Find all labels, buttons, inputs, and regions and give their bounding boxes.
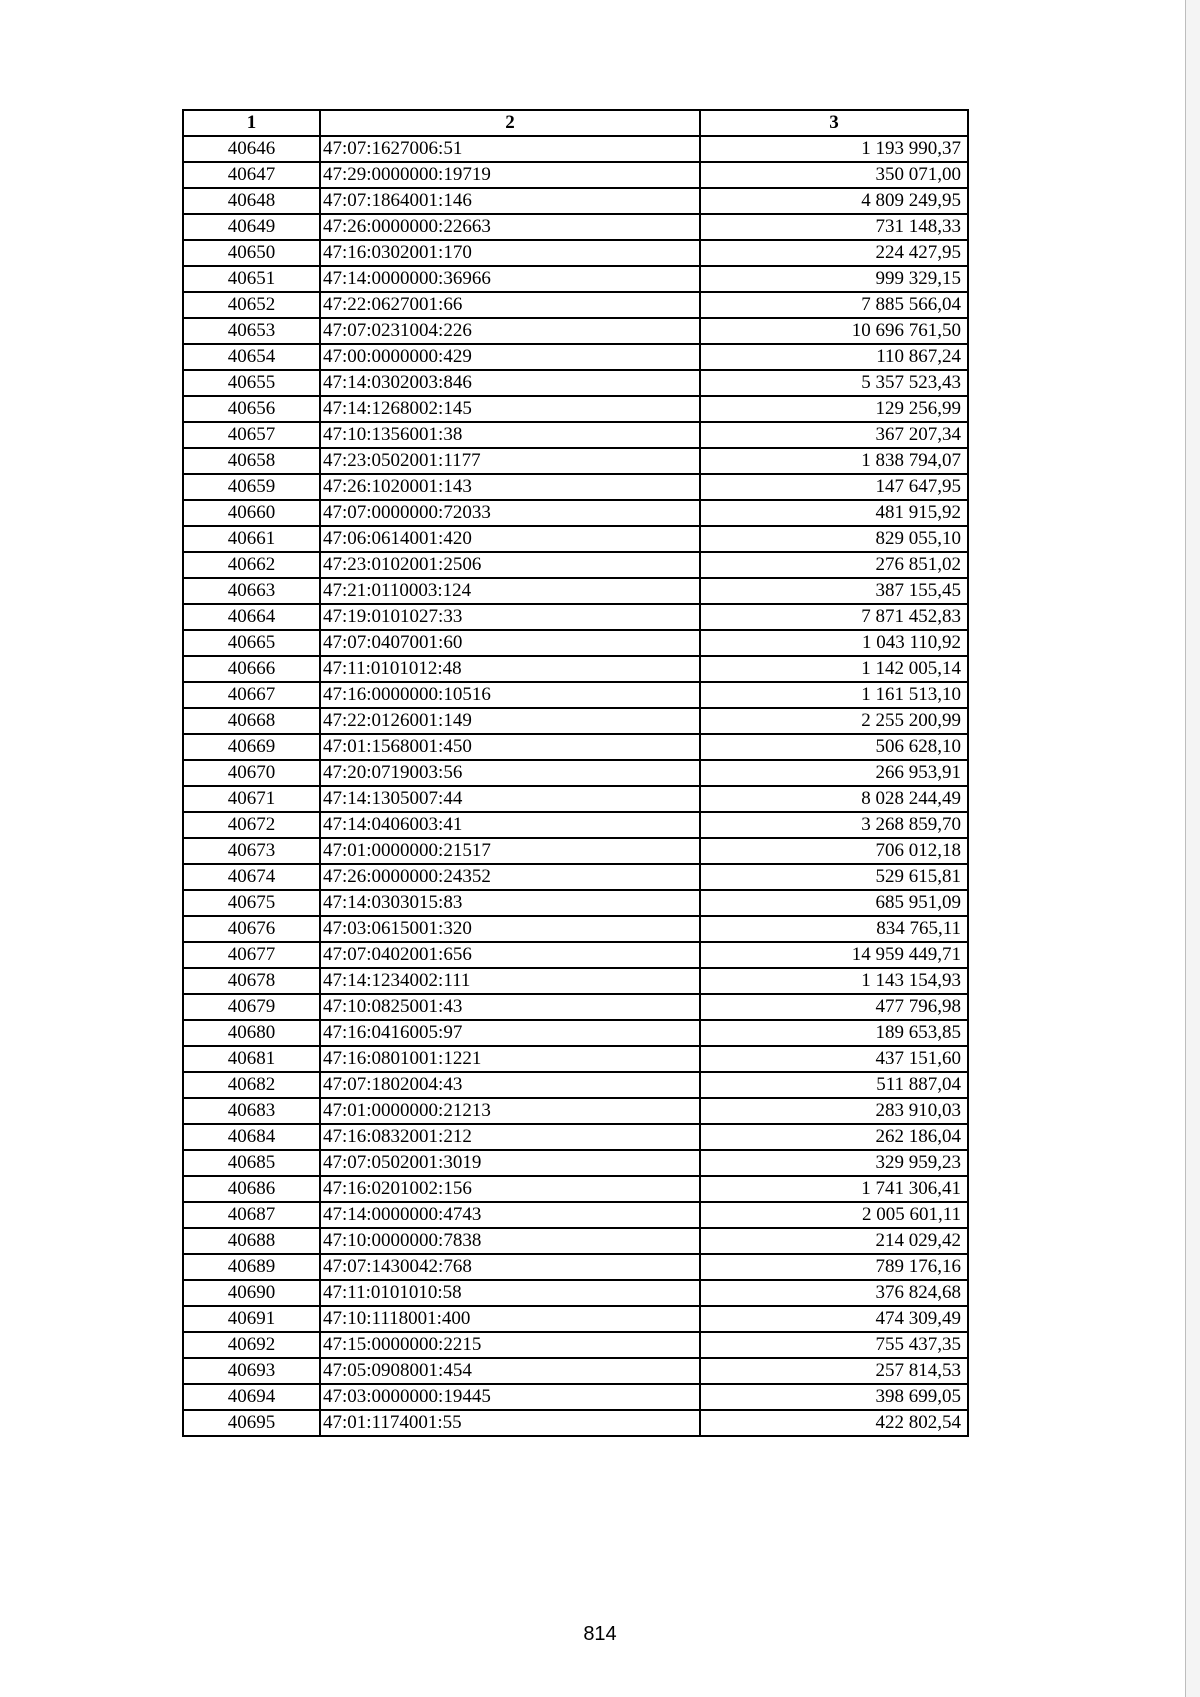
cadastral-number-cell: 47:22:0627001:66	[320, 292, 700, 318]
column-header-1: 1	[183, 110, 320, 136]
row-number-cell: 40646	[183, 136, 320, 162]
cadastral-number-cell: 47:14:0302003:846	[320, 370, 700, 396]
value-cell: 214 029,42	[700, 1228, 968, 1254]
table-row	[183, 1384, 968, 1410]
table-row	[183, 136, 968, 162]
cadastral-number-cell: 47:10:0825001:43	[320, 994, 700, 1020]
cadastral-number-cell: 47:07:1627006:51	[320, 136, 700, 162]
row-number-cell: 40667	[183, 682, 320, 708]
data-table	[182, 109, 969, 1437]
table-row	[183, 552, 968, 578]
value-cell: 1 741 306,41	[700, 1176, 968, 1202]
cadastral-number-cell: 47:26:0000000:22663	[320, 214, 700, 240]
cadastral-number-cell: 47:11:0101010:58	[320, 1280, 700, 1306]
table-row	[183, 1098, 968, 1124]
table-row	[183, 266, 968, 292]
value-cell: 829 055,10	[700, 526, 968, 552]
cadastral-number-cell: 47:07:0402001:656	[320, 942, 700, 968]
row-number-cell: 40683	[183, 1098, 320, 1124]
cadastral-number-cell: 47:07:0231004:226	[320, 318, 700, 344]
cadastral-number-cell: 47:15:0000000:2215	[320, 1332, 700, 1358]
row-number-cell: 40674	[183, 864, 320, 890]
row-number-cell: 40678	[183, 968, 320, 994]
table-row	[183, 942, 968, 968]
cadastral-number-cell: 47:14:0000000:36966	[320, 266, 700, 292]
table-row	[183, 630, 968, 656]
cadastral-number-cell: 47:11:0101012:48	[320, 656, 700, 682]
value-cell: 110 867,24	[700, 344, 968, 370]
table-row	[183, 214, 968, 240]
row-number-cell: 40661	[183, 526, 320, 552]
row-number-cell: 40689	[183, 1254, 320, 1280]
table-row	[183, 682, 968, 708]
value-cell: 755 437,35	[700, 1332, 968, 1358]
table-row	[183, 1410, 968, 1436]
value-cell: 367 207,34	[700, 422, 968, 448]
table-row	[183, 396, 968, 422]
row-number-cell: 40680	[183, 1020, 320, 1046]
table-row	[183, 240, 968, 266]
table-row	[183, 968, 968, 994]
row-number-cell: 40676	[183, 916, 320, 942]
table-row	[183, 1176, 968, 1202]
cadastral-number-cell: 47:07:1802004:43	[320, 1072, 700, 1098]
cadastral-number-cell: 47:01:1174001:55	[320, 1410, 700, 1436]
value-cell: 2 255 200,99	[700, 708, 968, 734]
value-cell: 387 155,45	[700, 578, 968, 604]
value-cell: 3 268 859,70	[700, 812, 968, 838]
table-row	[183, 1046, 968, 1072]
value-cell: 2 005 601,11	[700, 1202, 968, 1228]
table-row	[183, 734, 968, 760]
table-row	[183, 812, 968, 838]
value-cell: 8 028 244,49	[700, 786, 968, 812]
table-row	[183, 864, 968, 890]
table-row	[183, 656, 968, 682]
cadastral-number-cell: 47:16:0801001:1221	[320, 1046, 700, 1072]
cadastral-number-cell: 47:26:0000000:24352	[320, 864, 700, 890]
page-edge	[1185, 0, 1200, 1697]
cadastral-number-cell: 47:01:1568001:450	[320, 734, 700, 760]
table-row	[183, 786, 968, 812]
value-cell: 283 910,03	[700, 1098, 968, 1124]
row-number-cell: 40662	[183, 552, 320, 578]
value-cell: 1 043 110,92	[700, 630, 968, 656]
row-number-cell: 40652	[183, 292, 320, 318]
cadastral-number-cell: 47:16:0201002:156	[320, 1176, 700, 1202]
table-row	[183, 344, 968, 370]
cadastral-number-cell: 47:23:0102001:2506	[320, 552, 700, 578]
row-number-cell: 40677	[183, 942, 320, 968]
row-number-cell: 40654	[183, 344, 320, 370]
row-number-cell: 40648	[183, 188, 320, 214]
cadastral-number-cell: 47:20:0719003:56	[320, 760, 700, 786]
row-number-cell: 40669	[183, 734, 320, 760]
table-row	[183, 604, 968, 630]
table-row	[183, 292, 968, 318]
table-row	[183, 1358, 968, 1384]
row-number-cell: 40691	[183, 1306, 320, 1332]
cadastral-number-cell: 47:01:0000000:21517	[320, 838, 700, 864]
cadastral-number-cell: 47:03:0615001:320	[320, 916, 700, 942]
row-number-cell: 40684	[183, 1124, 320, 1150]
row-number-cell: 40681	[183, 1046, 320, 1072]
table-row	[183, 1072, 968, 1098]
table-row	[183, 1306, 968, 1332]
cadastral-number-cell: 47:14:0303015:83	[320, 890, 700, 916]
value-cell: 14 959 449,71	[700, 942, 968, 968]
row-number-cell: 40671	[183, 786, 320, 812]
row-number-cell: 40673	[183, 838, 320, 864]
table-row	[183, 526, 968, 552]
cadastral-number-cell: 47:23:0502001:1177	[320, 448, 700, 474]
cadastral-number-cell: 47:07:0502001:3019	[320, 1150, 700, 1176]
row-number-cell: 40653	[183, 318, 320, 344]
row-number-cell: 40687	[183, 1202, 320, 1228]
value-cell: 1 143 154,93	[700, 968, 968, 994]
table-row	[183, 370, 968, 396]
value-cell: 477 796,98	[700, 994, 968, 1020]
table-body	[183, 136, 968, 1436]
value-cell: 999 329,15	[700, 266, 968, 292]
cadastral-number-cell: 47:14:0406003:41	[320, 812, 700, 838]
cadastral-number-cell: 47:07:1430042:768	[320, 1254, 700, 1280]
table-row	[183, 994, 968, 1020]
column-header-3: 3	[700, 110, 968, 136]
row-number-cell: 40694	[183, 1384, 320, 1410]
row-number-cell: 40675	[183, 890, 320, 916]
value-cell: 506 628,10	[700, 734, 968, 760]
table-row	[183, 916, 968, 942]
table-row	[183, 890, 968, 916]
value-cell: 224 427,95	[700, 240, 968, 266]
row-number-cell: 40655	[183, 370, 320, 396]
value-cell: 685 951,09	[700, 890, 968, 916]
cadastral-number-cell: 47:00:0000000:429	[320, 344, 700, 370]
value-cell: 257 814,53	[700, 1358, 968, 1384]
value-cell: 1 193 990,37	[700, 136, 968, 162]
row-number-cell: 40651	[183, 266, 320, 292]
value-cell: 350 071,00	[700, 162, 968, 188]
cadastral-number-cell: 47:16:0832001:212	[320, 1124, 700, 1150]
cadastral-number-cell: 47:14:0000000:4743	[320, 1202, 700, 1228]
row-number-cell: 40666	[183, 656, 320, 682]
value-cell: 706 012,18	[700, 838, 968, 864]
table-header-row	[183, 110, 968, 136]
cadastral-number-cell: 47:06:0614001:420	[320, 526, 700, 552]
cadastral-number-cell: 47:10:0000000:7838	[320, 1228, 700, 1254]
cadastral-number-cell: 47:10:1356001:38	[320, 422, 700, 448]
row-number-cell: 40688	[183, 1228, 320, 1254]
value-cell: 398 699,05	[700, 1384, 968, 1410]
table-row	[183, 1202, 968, 1228]
row-number-cell: 40659	[183, 474, 320, 500]
value-cell: 422 802,54	[700, 1410, 968, 1436]
value-cell: 474 309,49	[700, 1306, 968, 1332]
value-cell: 481 915,92	[700, 500, 968, 526]
row-number-cell: 40692	[183, 1332, 320, 1358]
table-row	[183, 1228, 968, 1254]
value-cell: 1 161 513,10	[700, 682, 968, 708]
row-number-cell: 40670	[183, 760, 320, 786]
row-number-cell: 40664	[183, 604, 320, 630]
cadastral-number-cell: 47:26:1020001:143	[320, 474, 700, 500]
value-cell: 731 148,33	[700, 214, 968, 240]
value-cell: 262 186,04	[700, 1124, 968, 1150]
row-number-cell: 40657	[183, 422, 320, 448]
value-cell: 276 851,02	[700, 552, 968, 578]
table-row	[183, 500, 968, 526]
value-cell: 329 959,23	[700, 1150, 968, 1176]
table-row	[183, 1150, 968, 1176]
row-number-cell: 40682	[183, 1072, 320, 1098]
value-cell: 7 871 452,83	[700, 604, 968, 630]
table-row	[183, 162, 968, 188]
row-number-cell: 40656	[183, 396, 320, 422]
cadastral-number-cell: 47:14:1268002:145	[320, 396, 700, 422]
cadastral-number-cell: 47:16:0416005:97	[320, 1020, 700, 1046]
table-row	[183, 1020, 968, 1046]
row-number-cell: 40693	[183, 1358, 320, 1384]
cadastral-number-cell: 47:14:1305007:44	[320, 786, 700, 812]
row-number-cell: 40650	[183, 240, 320, 266]
value-cell: 376 824,68	[700, 1280, 968, 1306]
table-row	[183, 318, 968, 344]
cadastral-number-cell: 47:07:0000000:72033	[320, 500, 700, 526]
value-cell: 789 176,16	[700, 1254, 968, 1280]
cadastral-number-cell: 47:07:1864001:146	[320, 188, 700, 214]
column-header-2: 2	[320, 110, 700, 136]
table-row	[183, 1254, 968, 1280]
cadastral-number-cell: 47:03:0000000:19445	[320, 1384, 700, 1410]
cadastral-number-cell: 47:21:0110003:124	[320, 578, 700, 604]
value-cell: 511 887,04	[700, 1072, 968, 1098]
row-number-cell: 40658	[183, 448, 320, 474]
value-cell: 1 838 794,07	[700, 448, 968, 474]
value-cell: 4 809 249,95	[700, 188, 968, 214]
cadastral-number-cell: 47:16:0302001:170	[320, 240, 700, 266]
table-row	[183, 708, 968, 734]
row-number-cell: 40647	[183, 162, 320, 188]
value-cell: 189 653,85	[700, 1020, 968, 1046]
value-cell: 1 142 005,14	[700, 656, 968, 682]
table-row	[183, 422, 968, 448]
cadastral-number-cell: 47:29:0000000:19719	[320, 162, 700, 188]
cadastral-number-cell: 47:22:0126001:149	[320, 708, 700, 734]
value-cell: 529 615,81	[700, 864, 968, 890]
row-number-cell: 40685	[183, 1150, 320, 1176]
cadastral-number-cell: 47:07:0407001:60	[320, 630, 700, 656]
cadastral-number-cell: 47:16:0000000:10516	[320, 682, 700, 708]
row-number-cell: 40668	[183, 708, 320, 734]
cadastral-number-cell: 47:01:0000000:21213	[320, 1098, 700, 1124]
table-row	[183, 448, 968, 474]
table-row	[183, 1280, 968, 1306]
cadastral-number-cell: 47:19:0101027:33	[320, 604, 700, 630]
value-cell: 437 151,60	[700, 1046, 968, 1072]
cadastral-number-cell: 47:10:1118001:400	[320, 1306, 700, 1332]
table-row	[183, 578, 968, 604]
row-number-cell: 40660	[183, 500, 320, 526]
row-number-cell: 40695	[183, 1410, 320, 1436]
cadastral-number-cell: 47:05:0908001:454	[320, 1358, 700, 1384]
value-cell: 147 647,95	[700, 474, 968, 500]
table-row	[183, 188, 968, 214]
table-row	[183, 838, 968, 864]
table-row	[183, 1124, 968, 1150]
value-cell: 7 885 566,04	[700, 292, 968, 318]
value-cell: 266 953,91	[700, 760, 968, 786]
row-number-cell: 40649	[183, 214, 320, 240]
cadastral-number-cell: 47:14:1234002:111	[320, 968, 700, 994]
row-number-cell: 40672	[183, 812, 320, 838]
row-number-cell: 40679	[183, 994, 320, 1020]
value-cell: 834 765,11	[700, 916, 968, 942]
row-number-cell: 40663	[183, 578, 320, 604]
table-row	[183, 474, 968, 500]
page-number: 814	[583, 1623, 617, 1645]
row-number-cell: 40690	[183, 1280, 320, 1306]
table-row	[183, 760, 968, 786]
value-cell: 5 357 523,43	[700, 370, 968, 396]
table-row	[183, 1332, 968, 1358]
row-number-cell: 40665	[183, 630, 320, 656]
value-cell: 129 256,99	[700, 396, 968, 422]
row-number-cell: 40686	[183, 1176, 320, 1202]
value-cell: 10 696 761,50	[700, 318, 968, 344]
